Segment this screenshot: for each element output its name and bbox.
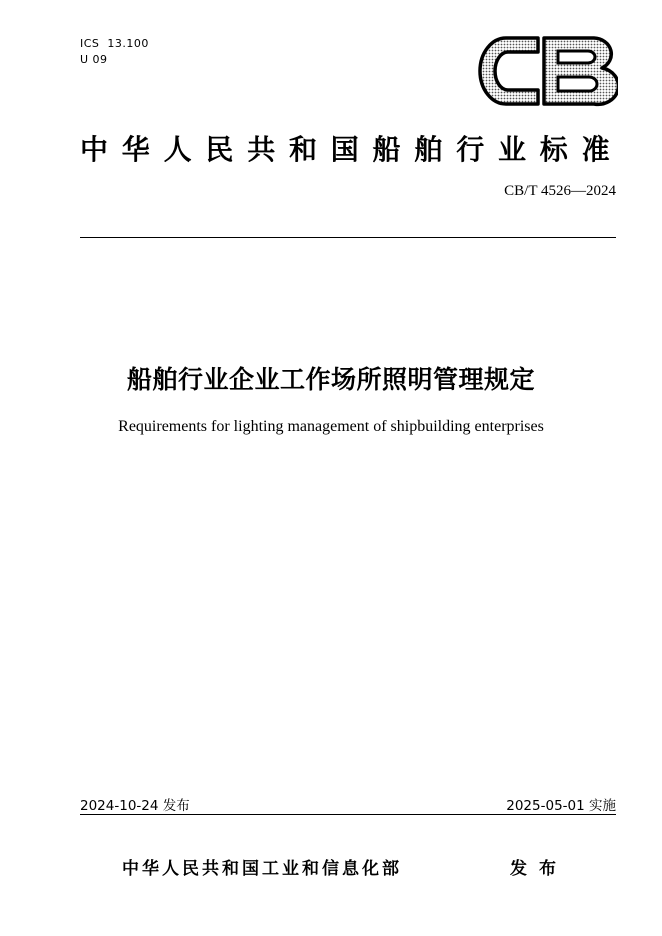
bottom-divider <box>80 814 616 815</box>
ics-code: ICS 13.100 <box>80 37 149 50</box>
document-title-cn: 船舶行业企业工作场所照明管理规定 <box>126 365 535 394</box>
standard-number: CB/T 4526—2024 <box>504 183 616 199</box>
issue-label: 发布 <box>510 859 568 879</box>
ccs-code: U 09 <box>80 53 108 66</box>
document-title-en: Requirements for lighting management of shipbuilding enterprises <box>118 418 544 435</box>
cb-logo-icon <box>476 34 618 108</box>
classification-codes <box>80 36 149 68</box>
issue-date: 2024-10-24 发布 <box>80 798 190 814</box>
standard-category-title: 中华人民共和国船舶行业标准 <box>80 133 624 166</box>
top-divider <box>80 237 616 238</box>
implementation-date: 2025-05-01 实施 <box>506 798 616 814</box>
issuing-authority: 中华人民共和国工业和信息化部 <box>122 859 402 879</box>
